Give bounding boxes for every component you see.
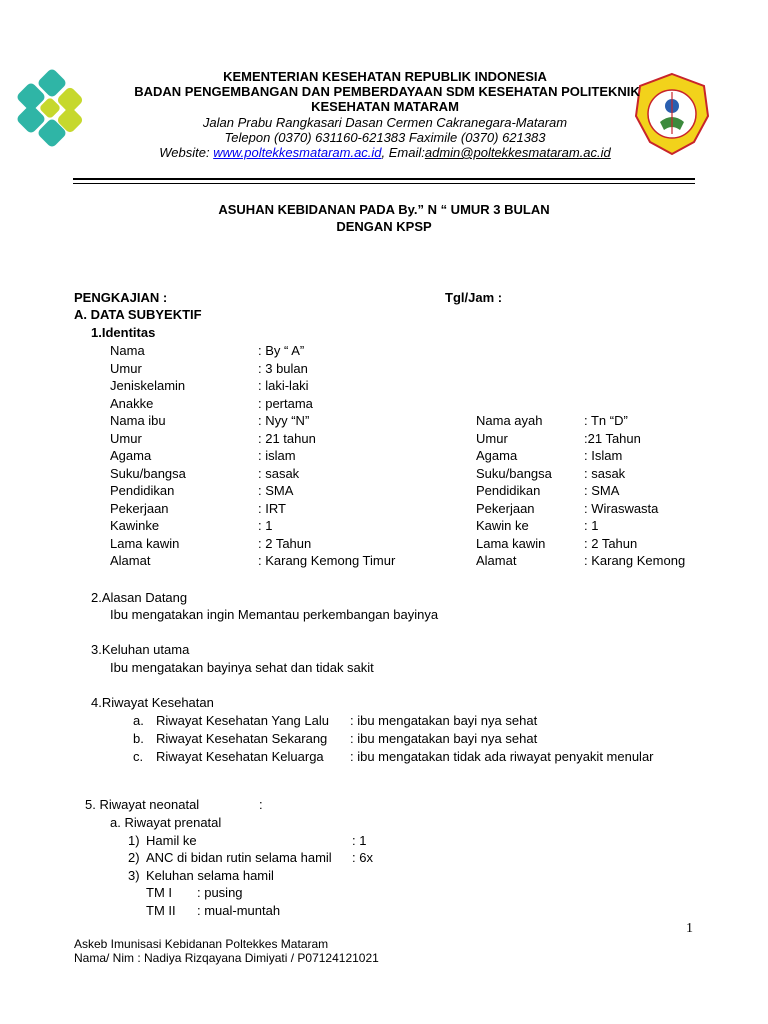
alasan-datang-text: Ibu mengatakan ingin Memantau perkembangan bayinya bbox=[110, 607, 439, 622]
identitas-key-ayah: Agama bbox=[476, 448, 518, 463]
section-data-subyektif: A. DATA SUBYEKTIF bbox=[74, 307, 202, 322]
identitas-key: Pendidikan bbox=[110, 483, 175, 498]
email-address[interactable]: admin@poltekkesmataram.ac.id bbox=[424, 145, 611, 160]
identitas-value: : laki-laki bbox=[258, 378, 309, 393]
prenatal-key: ANC di bidan rutin selama hamil bbox=[146, 850, 332, 865]
identitas-key-ayah: Lama kawin bbox=[476, 536, 546, 551]
identitas-key-ayah: Kawin ke bbox=[476, 518, 529, 533]
trimester-key: TM I bbox=[146, 885, 172, 900]
header-contact bbox=[100, 145, 670, 160]
identitas-value: : pertama bbox=[258, 396, 313, 411]
document-title-line1: ASUHAN KEBIDANAN PADA By.” N “ UMUR 3 BULAN bbox=[218, 202, 550, 217]
identitas-value: : Karang Kemong Timur bbox=[258, 553, 396, 568]
riwayat-kesehatan-heading: 4.Riwayat Kesehatan bbox=[91, 695, 214, 710]
identitas-value-ayah: : 1 bbox=[584, 518, 599, 533]
identitas-value: : Nyy “N” bbox=[258, 413, 310, 428]
identitas-value-ayah: : sasak bbox=[584, 466, 626, 481]
identitas-value: : 1 bbox=[258, 518, 273, 533]
keluhan-utama-heading: 3.Keluhan utama bbox=[91, 642, 190, 657]
kemenkes-logo bbox=[12, 64, 88, 154]
header-rule-thick bbox=[73, 178, 695, 180]
trimester-key: TM II bbox=[146, 903, 176, 918]
identitas-key: Agama bbox=[110, 448, 152, 463]
alasan-datang-heading: 2.Alasan Datang bbox=[91, 590, 188, 605]
trimester-value: : mual-muntah bbox=[197, 903, 281, 918]
riwayat-key: Riwayat Kesehatan Sekarang bbox=[156, 731, 328, 746]
riwayat-neonatal-colon: : bbox=[259, 797, 263, 812]
header-rule-thin bbox=[73, 183, 695, 184]
identitas-key: Suku/bangsa bbox=[110, 466, 186, 481]
identitas-value: : sasak bbox=[258, 466, 300, 481]
header-address: Jalan Prabu Rangkasari Dasan Cermen Cakranegara-Mataram bbox=[202, 115, 568, 130]
identitas-key: Pekerjaan bbox=[110, 501, 169, 516]
email-label: , Email: bbox=[381, 145, 425, 160]
document-title-line2: DENGAN KPSP bbox=[336, 219, 432, 234]
riwayat-prenatal-heading: a. Riwayat prenatal bbox=[110, 815, 222, 830]
pengkajian-label: PENGKAJIAN : bbox=[74, 290, 168, 305]
identitas-value-ayah: : Wiraswasta bbox=[584, 501, 659, 516]
header-institution: KESEHATAN MATARAM bbox=[311, 99, 459, 114]
riwayat-value: : ibu mengatakan bayi nya sehat bbox=[350, 713, 538, 728]
identitas-key: Anakke bbox=[110, 396, 154, 411]
header-phone: Telepon (0370) 631160-621383 Faximile (0370) 621383 bbox=[224, 130, 546, 145]
identitas-key-ayah: Nama ayah bbox=[476, 413, 543, 428]
riwayat-marker: c. bbox=[133, 749, 144, 764]
prenatal-key: Hamil ke bbox=[146, 833, 197, 848]
footer-course: Askeb Imunisasi Kebidanan Poltekkes Mataram bbox=[74, 937, 329, 951]
riwayat-neonatal-heading: 5. Riwayat neonatal bbox=[85, 797, 200, 812]
identitas-key: Nama ibu bbox=[110, 413, 166, 428]
identitas-key-ayah: Alamat bbox=[476, 553, 517, 568]
identitas-value: : 3 bulan bbox=[258, 361, 308, 376]
riwayat-marker: b. bbox=[133, 731, 144, 746]
identitas-value: : islam bbox=[258, 448, 296, 463]
identitas-value: : 2 Tahun bbox=[258, 536, 312, 551]
prenatal-marker: 3) bbox=[128, 868, 140, 883]
prenatal-value: : 6x bbox=[352, 850, 373, 865]
riwayat-value: : ibu mengatakan tidak ada riwayat penyakit menular bbox=[350, 749, 654, 764]
prenatal-value: : 1 bbox=[352, 833, 367, 848]
website-link[interactable]: www.poltekkesmataram.ac.id bbox=[213, 145, 382, 160]
identitas-key: Umur bbox=[110, 361, 142, 376]
footer-student: Nama/ Nim : Nadiya Rizqayana Dimiyati / P07124121021 bbox=[74, 951, 379, 965]
identitas-value-ayah: :21 Tahun bbox=[584, 431, 641, 446]
identitas-key: Kawinke bbox=[110, 518, 160, 533]
identitas-key: Jeniskelamin bbox=[110, 378, 186, 393]
riwayat-marker: a. bbox=[133, 713, 144, 728]
identitas-value: : By “ A” bbox=[258, 343, 305, 358]
identitas-key: Alamat bbox=[110, 553, 151, 568]
identitas-key: Nama bbox=[110, 343, 145, 358]
identitas-value-ayah: : Islam bbox=[584, 448, 623, 463]
header-ministry: KEMENTERIAN KESEHATAN REPUBLIK INDONESIA bbox=[223, 69, 547, 84]
identitas-key: Lama kawin bbox=[110, 536, 180, 551]
identitas-key-ayah: Umur bbox=[476, 431, 508, 446]
header-agency: BADAN PENGEMBANGAN DAN PEMBERDAYAAN SDM KESEHATAN POLITEKNIK bbox=[134, 84, 640, 99]
identitas-value-ayah: : SMA bbox=[584, 483, 620, 498]
prenatal-marker: 2) bbox=[128, 850, 140, 865]
identitas-value-ayah: : 2 Tahun bbox=[584, 536, 638, 551]
identitas-value-ayah: : Tn “D” bbox=[584, 413, 628, 428]
identitas-key: Umur bbox=[110, 431, 142, 446]
identitas-value: : IRT bbox=[258, 501, 286, 516]
tgl-jam-label: Tgl/Jam : bbox=[445, 290, 503, 305]
prenatal-marker: 1) bbox=[128, 833, 140, 848]
identitas-heading: 1.Identitas bbox=[91, 325, 156, 340]
riwayat-key: Riwayat Kesehatan Keluarga bbox=[156, 749, 324, 764]
website-label: Website: bbox=[159, 145, 214, 160]
keluhan-utama-text: Ibu mengatakan bayinya sehat dan tidak sakit bbox=[110, 660, 374, 675]
page-number: 1 bbox=[686, 921, 693, 936]
trimester-value: : pusing bbox=[197, 885, 243, 900]
identitas-key-ayah: Pekerjaan bbox=[476, 501, 535, 516]
identitas-value-ayah: : Karang Kemong bbox=[584, 553, 686, 568]
riwayat-key: Riwayat Kesehatan Yang Lalu bbox=[156, 713, 329, 728]
identitas-key-ayah: Pendidikan bbox=[476, 483, 541, 498]
riwayat-value: : ibu mengatakan bayi nya sehat bbox=[350, 731, 538, 746]
identitas-value: : 21 tahun bbox=[258, 431, 316, 446]
identitas-key-ayah: Suku/bangsa bbox=[476, 466, 552, 481]
identitas-value: : SMA bbox=[258, 483, 294, 498]
prenatal-key: Keluhan selama hamil bbox=[146, 868, 274, 883]
